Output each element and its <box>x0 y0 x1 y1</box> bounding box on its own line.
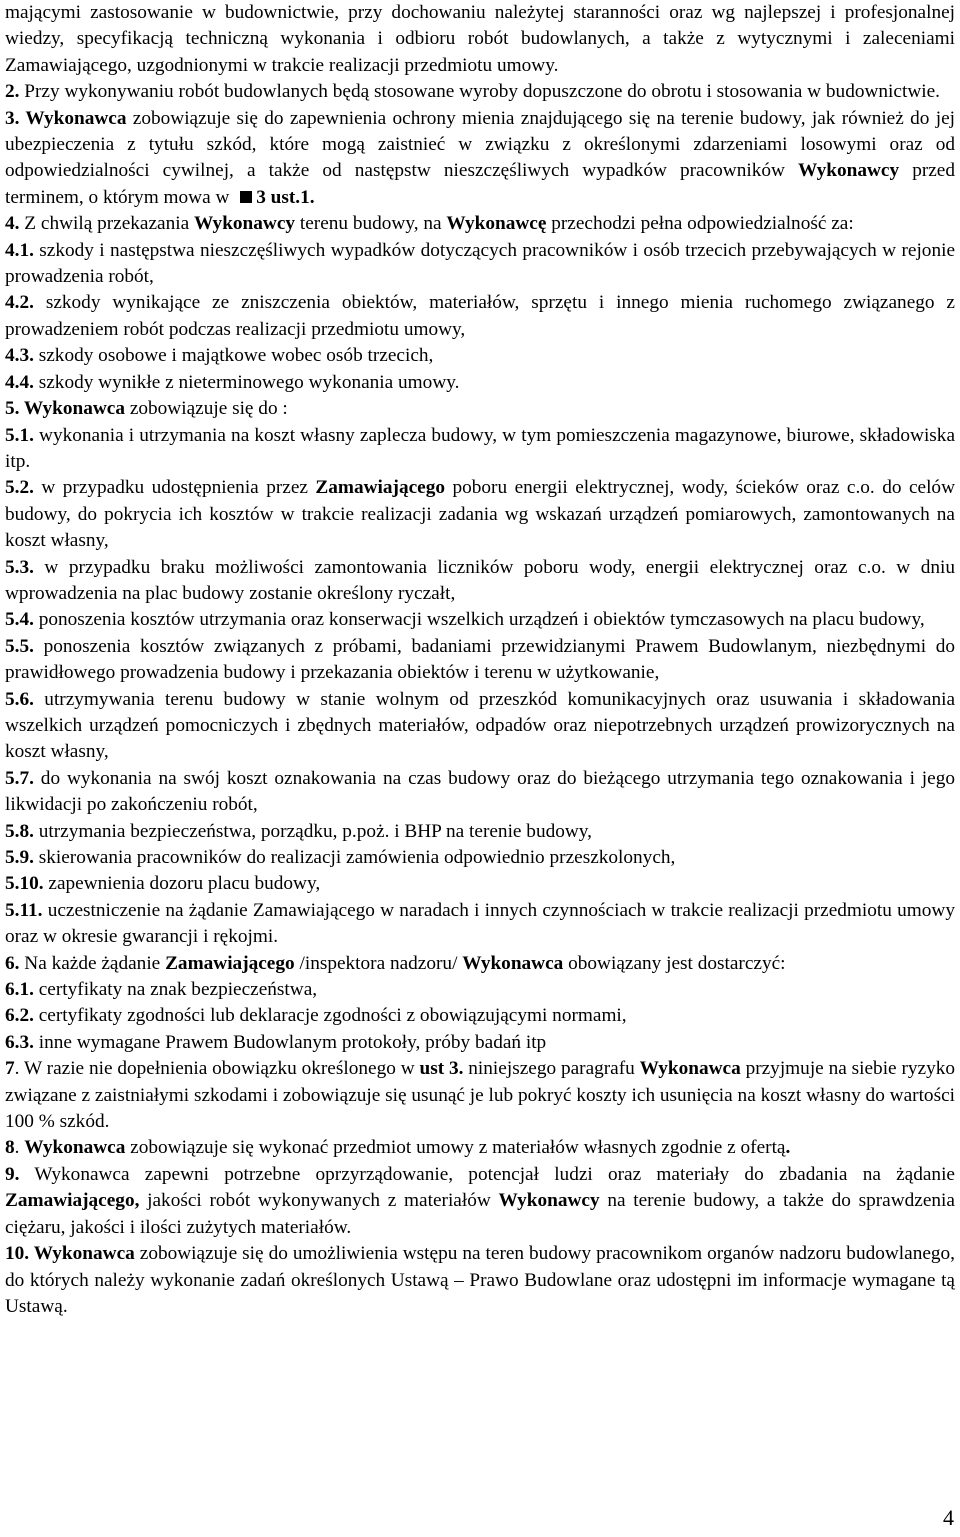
bold-text: 5.9. <box>5 847 34 868</box>
body-text: certyfikaty na znak bezpieczeństwa, <box>33 979 318 1001</box>
body-text: szkody osobowe i majątkowe wobec osób trzecich, <box>33 345 434 367</box>
bold-text: Zamawiającego <box>315 477 445 499</box>
paragraph-p5-8 <box>5 819 955 845</box>
paragraph-p10 <box>5 1241 955 1320</box>
bold-text: 6. <box>5 952 20 974</box>
body-text: do wykonania na swój koszt oznakowania na czas budowy oraz do bieżącego utrzymania tego oznakowania i jego likwidacji po zakończeniu robót, <box>5 767 955 816</box>
bold-text: 5.7. <box>5 767 34 789</box>
paragraph-p5-3 <box>5 555 955 608</box>
bold-text: 3. Wykonawca <box>5 107 127 129</box>
bold-text: 5.5. <box>5 635 34 657</box>
paragraph-p5-1 <box>5 423 955 476</box>
bold-text: ust 3. <box>419 1058 464 1080</box>
body-text: Na każde żądanie <box>19 952 166 974</box>
bold-text: 7 <box>5 1058 15 1080</box>
bold-text: Zamawiającego <box>165 952 295 974</box>
bold-text: Wykonawca <box>639 1058 741 1080</box>
body-text: zapewnienia dozoru placu budowy, <box>43 873 321 895</box>
bold-text: . <box>785 1137 791 1159</box>
body-text: . W razie nie dopełnienia obowiązku określonego w <box>14 1058 420 1080</box>
paragraph-p5-9 <box>5 845 955 871</box>
body-text: zobowiązuje się do zapewnienia ochrony mienia znajdującego się na terenie budowy, jak również do jej ubezpieczenia z tytułu szkód, które mogą zaistnieć w związku z określonymi zdarzeniami losowymi oraz od odpowiedzialności cywilnej, a także od następstw nieszczęśliwych wypadków pracowników <box>5 107 955 182</box>
paragraph-p1 <box>5 0 955 79</box>
paragraph-p6-2 <box>5 1003 955 1029</box>
bold-text: Wykonawca <box>462 952 564 974</box>
paragraph-p5-4 <box>5 607 955 633</box>
bold-text: 6.2. <box>5 1005 34 1027</box>
body-text: szkody wynikłe z nieterminowego wykonania umowy. <box>33 371 460 393</box>
bold-text: 2. <box>5 81 20 103</box>
bold-text: 4. <box>5 213 20 235</box>
paragraph-p5-6 <box>5 687 955 766</box>
body-text: przechodzi pełna odpowiedzialność za: <box>546 213 854 235</box>
paragraph-p5-2 <box>5 475 955 554</box>
paragraph-p5-11 <box>5 898 955 951</box>
body-text: w przypadku udostępnienia przez <box>33 477 316 499</box>
paragraph-p3 <box>5 106 955 212</box>
paragraph-p6-1 <box>5 977 955 1003</box>
paragraph-p5-7 <box>5 766 955 819</box>
body-text: zobowiązuje się do umożliwienia wstępu na teren budowy pracownikom organów nadzoru budowlanego, do których należy wykonanie zadań określonych Ustawą – Prawo Budowlane oraz udostępni im informacje wymagane tą Ustawą. <box>5 1243 955 1317</box>
paragraph-p5 <box>5 396 955 422</box>
bold-text: 5.2. <box>5 477 34 499</box>
body-text: obowiązany jest dostarczyć: <box>563 952 786 974</box>
bold-text: 5.3. <box>5 556 34 578</box>
bold-text: 4.3. <box>5 345 34 367</box>
section-sign <box>240 191 252 203</box>
body-text: ponoszenia kosztów utrzymania oraz konserwacji wszelkich urządzeń i obiektów tymczasowych na placu budowy, <box>33 609 925 631</box>
bold-text: 6.3. <box>5 1031 34 1053</box>
body-text: . <box>14 1137 25 1159</box>
paragraph-p8 <box>5 1135 955 1161</box>
bold-text: 9. <box>5 1163 20 1185</box>
bold-text: 5.6. <box>5 688 34 710</box>
bold-text: 4.4. <box>5 371 34 393</box>
body-text: Przy wykonywaniu robót budowlanych będą stosowane wyroby dopuszczone do obrotu i stosowania w budownictwie. <box>19 81 940 103</box>
body-text: poboru energii elektrycznej, wody, ścieków oraz c.o. do celów budowy, do pokrycia ich kosztów w trakcie realizacji zadania wg wskazań urządzeń pomiarowych, zamontowanych na koszt własny, <box>5 477 955 552</box>
paragraph-p4-3 <box>5 343 955 369</box>
bold-text: 5. Wykonawca <box>5 398 125 420</box>
paragraph-p7 <box>5 1056 955 1135</box>
bold-text: 10. Wykonawca <box>5 1243 135 1265</box>
bold-text: 5.11. <box>5 899 43 921</box>
body-text: Wykonawca zapewni potrzebne oprzyrządowanie, potencjał ludzi oraz materiały do zbadania na żądanie <box>19 1163 955 1185</box>
bold-text: Wykonawcy <box>498 1190 600 1212</box>
paragraph-p4-1 <box>5 238 955 291</box>
page-number: 4 <box>943 1505 954 1530</box>
bold-text: Wykonawcę <box>446 213 547 235</box>
paragraph-p6-3 <box>5 1030 955 1056</box>
body-text: szkody wynikające ze zniszczenia obiektów, materiałów, sprzętu i innego mienia ruchomego związanego z prowadzeniem robót podczas realizacji przedmiotu umowy, <box>5 292 955 340</box>
paragraph-p6 <box>5 951 955 977</box>
bold-text: 3 ust.1. <box>256 186 315 208</box>
body-text: niniejszego paragrafu <box>463 1058 640 1080</box>
paragraph-p9 <box>5 1162 955 1241</box>
body-text: zobowiązuje się do : <box>125 398 288 420</box>
body-text: w przypadku braku możliwości zamontowania liczników poboru wody, energii elektrycznej oraz c.o. w dniu wprowadzenia na plac budowy zostanie określony ryczałt, <box>5 556 955 604</box>
paragraph-p4 <box>5 211 955 237</box>
body-text: Z chwilą przekazania <box>19 213 194 235</box>
body-text: szkody i następstwa nieszczęśliwych wypadków dotyczących pracowników i osób trzecich przebywających w rejonie prowadzenia robót, <box>5 239 955 288</box>
body-text: mającymi zastosowanie w budownictwie, przy dochowaniu należytej staranności oraz wg najlepszej i profesjonalnej wiedzy, specyfikacją techniczną wykonania i odbioru robót budowlanych, a także z wytycznymi i zaleceniami Zamawiającego, uzgodnionymi w trakcie realizacji przedmiotu umowy. <box>5 2 955 76</box>
body-text: wykonania i utrzymania na koszt własny zaplecza budowy, w tym pomieszczenia magazynowe, biurowe, składowiska itp. <box>5 424 955 472</box>
paragraph-p2 <box>5 79 955 105</box>
bold-text: 5.4. <box>5 609 34 631</box>
bold-text: 4.1. <box>5 239 34 261</box>
bold-text: 6.1. <box>5 979 34 1001</box>
body-text: uczestniczenie na żądanie Zamawiającego w naradach i innych czynnościach w trakcie realizacji przedmiotu umowy oraz w okresie gwarancji i rękojmi. <box>5 899 955 948</box>
body-text: skierowania pracowników do realizacji zamówienia odpowiednio przeszkolonych, <box>33 847 676 868</box>
body-text: ponoszenia kosztów związanych z próbami, badaniami przewidzianymi Prawem Budowlanym, niezbędnymi do prawidłowego prowadzenia budowy i przekazania obiektów i terenu w użytkowanie, <box>5 635 955 684</box>
bold-text: 5.1. <box>5 424 34 446</box>
bold-text: Wykonawcy <box>193 213 296 235</box>
bold-text: Wykonawcy <box>798 160 900 182</box>
body-text: utrzymywania terenu budowy w stanie wolnym od przeszkód komunikacyjnych oraz usuwania i składowania wszelkich urządzeń pomocniczych i zbędnych materiałów, odpadów oraz niepotrzebnych urządzeń prowizorycznych na koszt własny, <box>5 688 955 763</box>
body-text: terenu budowy, na <box>295 213 447 235</box>
body-text: inne wymagane Prawem Budowlanym protokoły, próby badań itp <box>33 1031 547 1053</box>
paragraph-p5-10 <box>5 871 955 897</box>
body-text: utrzymania bezpieczeństwa, porządku, p.poż. i BHP na terenie budowy, <box>33 820 592 842</box>
bold-text: Zamawiającego, <box>5 1190 140 1212</box>
bold-text: 4.2. <box>5 292 34 314</box>
body-text: certyfikaty zgodności lub deklaracje zgodności z obowiązującymi normami, <box>33 1005 627 1027</box>
document-page <box>5 0 955 1320</box>
bold-text: 8 <box>5 1137 15 1159</box>
body-text: na terenie budowy, a także do sprawdzenia ciężaru, jakości i ilości zużytych materiałów. <box>5 1190 955 1238</box>
body-text: jakości robót wykonywanych z materiałów <box>139 1190 499 1212</box>
body-text: zobowiązuje się wykonać przedmiot umowy z materiałów własnych zgodnie z ofertą <box>125 1137 786 1159</box>
bold-text: Wykonawca <box>24 1137 126 1159</box>
paragraph-p5-5 <box>5 634 955 687</box>
paragraph-p4-4 <box>5 370 955 396</box>
bold-text: 5.8. <box>5 820 34 842</box>
bold-text: 5.10. <box>5 873 44 895</box>
body-text: przed terminem, o którym mowa w <box>5 160 956 208</box>
body-text: /inspektora nadzoru/ <box>294 952 463 974</box>
body-text: przyjmuje na siebie ryzyko związane z zaistniałymi szkodami i zobowiązuje się usunąć je lub pokryć koszty ich usunięcia na koszt własny do wartości 100 % szkód. <box>5 1058 955 1133</box>
paragraph-p4-2 <box>5 290 955 343</box>
